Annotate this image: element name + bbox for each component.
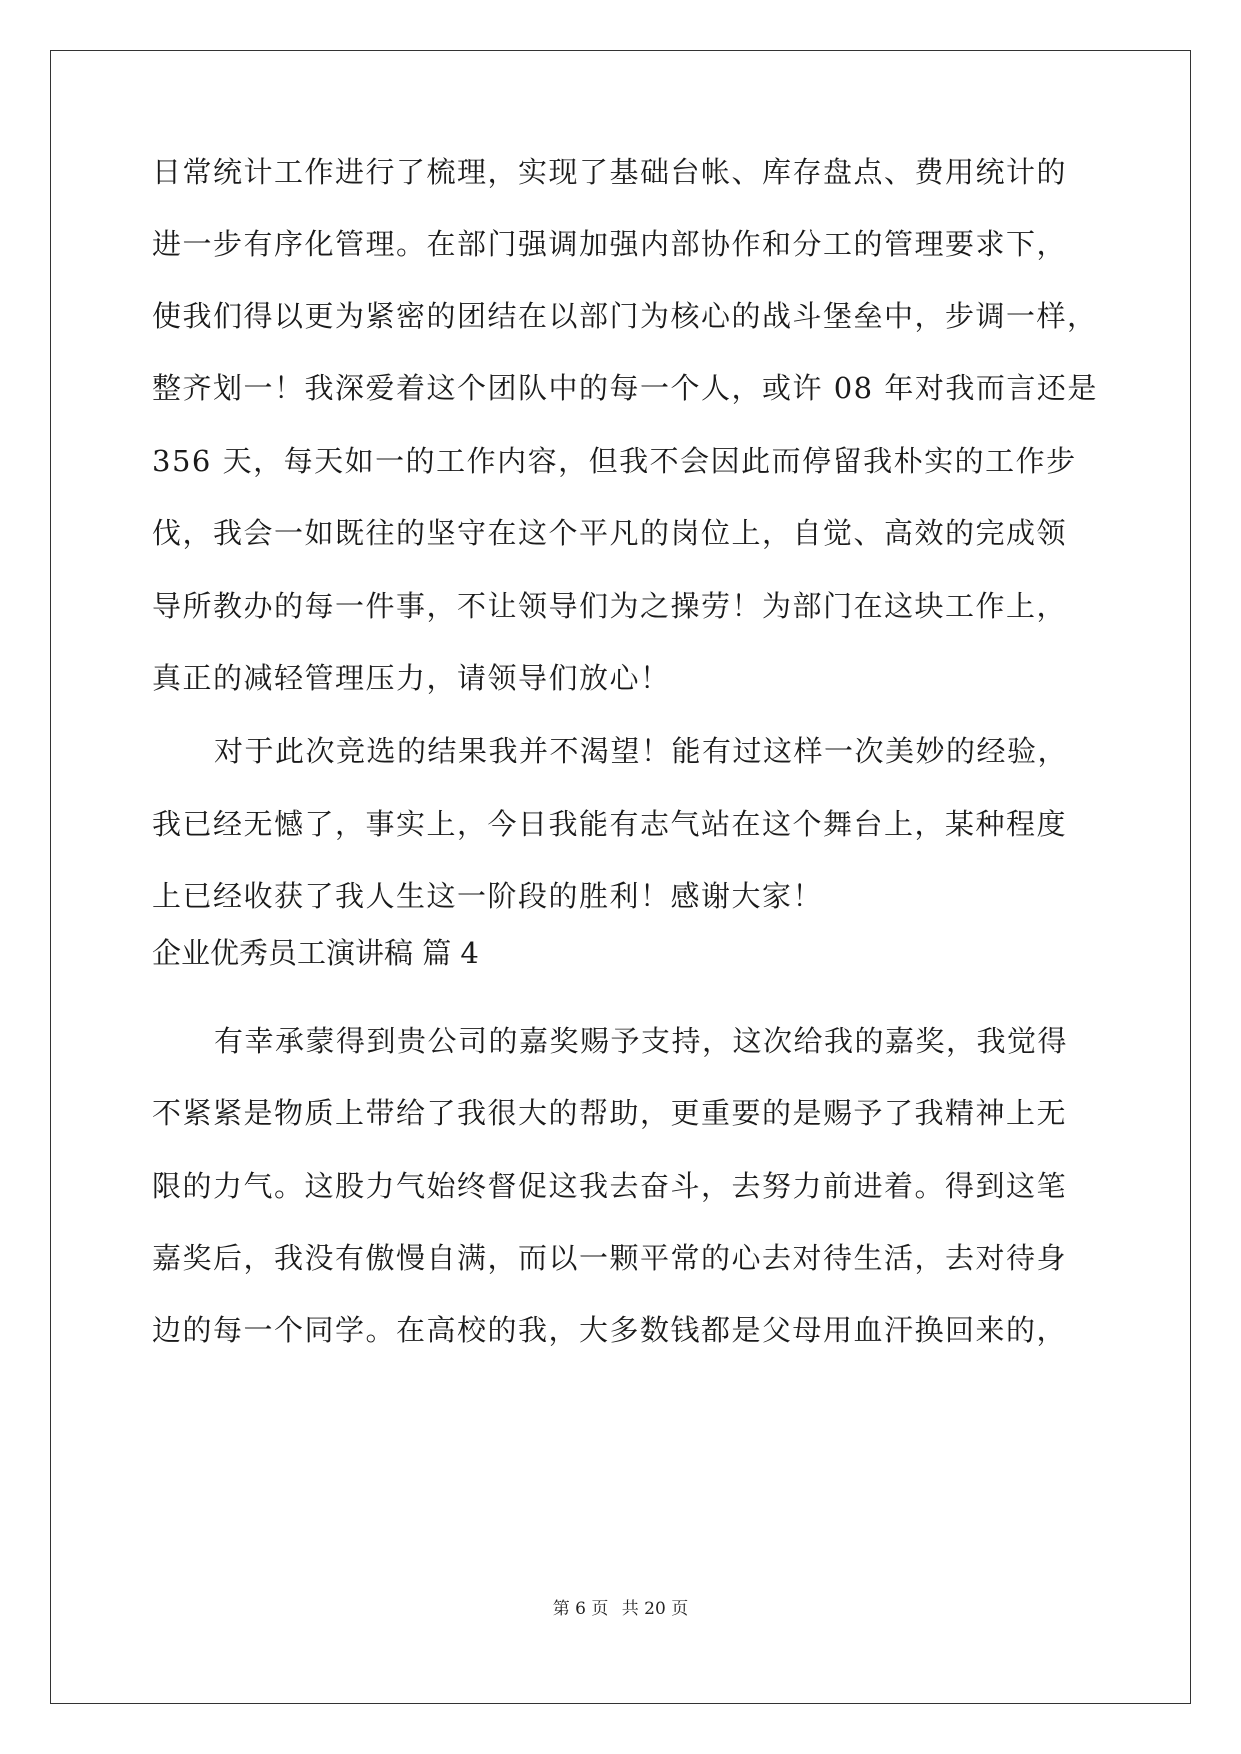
text-line: 真正的减轻管理压力，请领导们放心！ xyxy=(152,661,671,695)
text-line: 我已经无憾了，事实上，今日我能有志气站在这个舞台上，某种程度 xyxy=(152,807,1068,841)
text-line: 不紧紧是物质上带给了我很大的帮助，更重要的是赐予了我精神上无 xyxy=(152,1096,1068,1130)
text-line: 边的每一个同学。在高校的我，大多数钱都是父母用血汗换回来的， xyxy=(152,1313,1068,1347)
text-line: 使我们得以更为紧密的团结在以部门为核心的战斗堡垒中，步调一样， xyxy=(152,299,1098,333)
text-line: 对于此次竞选的结果我并不渴望！能有过这样一次美妙的经验， xyxy=(214,734,1069,768)
text-line: 嘉奖后，我没有傲慢自满，而以一颗平常的心去对待生活，去对待身 xyxy=(152,1241,1068,1275)
page-footer xyxy=(0,1597,1241,1621)
text-line: 有幸承蒙得到贵公司的嘉奖赐予支持，这次给我的嘉奖，我觉得 xyxy=(214,1024,1069,1058)
page-number: 第 6 页 xyxy=(552,1599,609,1619)
text-line: 日常统计工作进行了梳理，实现了基础台帐、库存盘点、费用统计的 xyxy=(152,155,1068,189)
text-line: 上已经收获了我人生这一阶段的胜利！感谢大家！ xyxy=(152,879,824,913)
text-line: 356 天，每天如一的工作内容，但我不会因此而停留我朴实的工作步 xyxy=(152,444,1077,478)
text-line: 进一步有序化管理。在部门强调加强内部协作和分工的管理要求下， xyxy=(152,227,1068,261)
section-heading: 企业优秀员工演讲稿 篇 4 xyxy=(152,936,479,970)
text-line: 限的力气。这股力气始终督促这我去奋斗，去努力前进着。得到这笔 xyxy=(152,1169,1068,1203)
text-line: 整齐划一！我深爱着这个团队中的每一个人，或许 08 年对我而言还是 xyxy=(152,371,1098,405)
text-line: 伐，我会一如既往的坚守在这个平凡的岗位上，自觉、高效的完成领 xyxy=(152,516,1068,550)
text-line: 导所教办的每一件事，不让领导们为之操劳！为部门在这块工作上， xyxy=(152,589,1068,623)
page-total: 共 20 页 xyxy=(621,1599,689,1619)
